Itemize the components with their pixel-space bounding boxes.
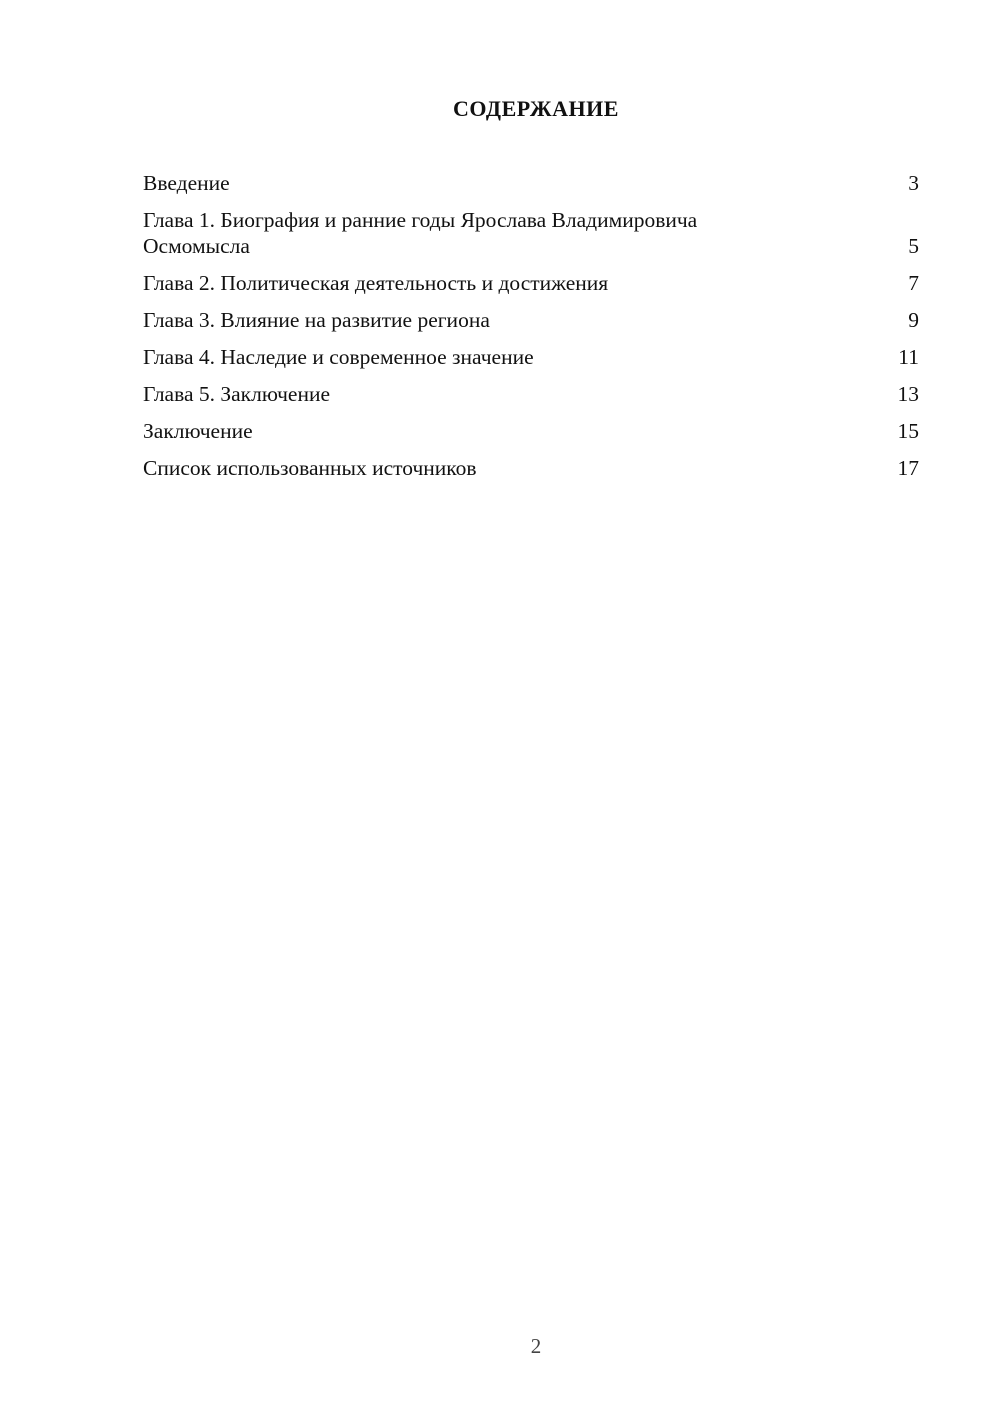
toc-item-label: Глава 1. Биография и ранние годы Ярослава Владимировича Осмомысла xyxy=(143,208,698,258)
toc-item-label: Список использованных источников xyxy=(143,456,477,480)
toc-item-label: Глава 4. Наследие и современное значение xyxy=(143,345,534,369)
toc-item-label: Введение xyxy=(143,171,230,195)
toc-item-chapter-4[interactable] xyxy=(143,344,919,370)
toc-item-chapter-1[interactable] xyxy=(143,207,919,259)
toc-item-chapter-5[interactable] xyxy=(143,381,919,407)
toc-item-page: 7 xyxy=(908,271,919,295)
toc-item-conclusion[interactable] xyxy=(143,418,919,444)
toc-item-label: Глава 5. Заключение xyxy=(143,382,331,406)
table-of-contents xyxy=(143,170,919,492)
page-title: СОДЕРЖАНИЕ xyxy=(453,96,619,121)
toc-item-label: Заключение xyxy=(143,419,253,443)
page-number: 2 xyxy=(530,1334,542,1358)
toc-item-page: 17 xyxy=(897,456,919,480)
toc-item-label: Глава 2. Политическая деятельность и достижения xyxy=(143,271,609,295)
toc-item-chapter-3[interactable] xyxy=(143,307,919,333)
toc-item-label: Глава 3. Влияние на развитие региона xyxy=(143,308,490,332)
toc-item-references[interactable] xyxy=(143,455,919,481)
toc-item-page: 15 xyxy=(897,419,919,443)
toc-item-page: 9 xyxy=(908,308,919,332)
toc-item-page: 3 xyxy=(908,171,919,195)
toc-item-introduction[interactable] xyxy=(143,170,919,196)
toc-item-page: 11 xyxy=(898,345,919,369)
toc-item-chapter-2[interactable] xyxy=(143,270,919,296)
toc-item-page: 5 xyxy=(908,234,919,258)
toc-item-page: 13 xyxy=(897,382,919,406)
